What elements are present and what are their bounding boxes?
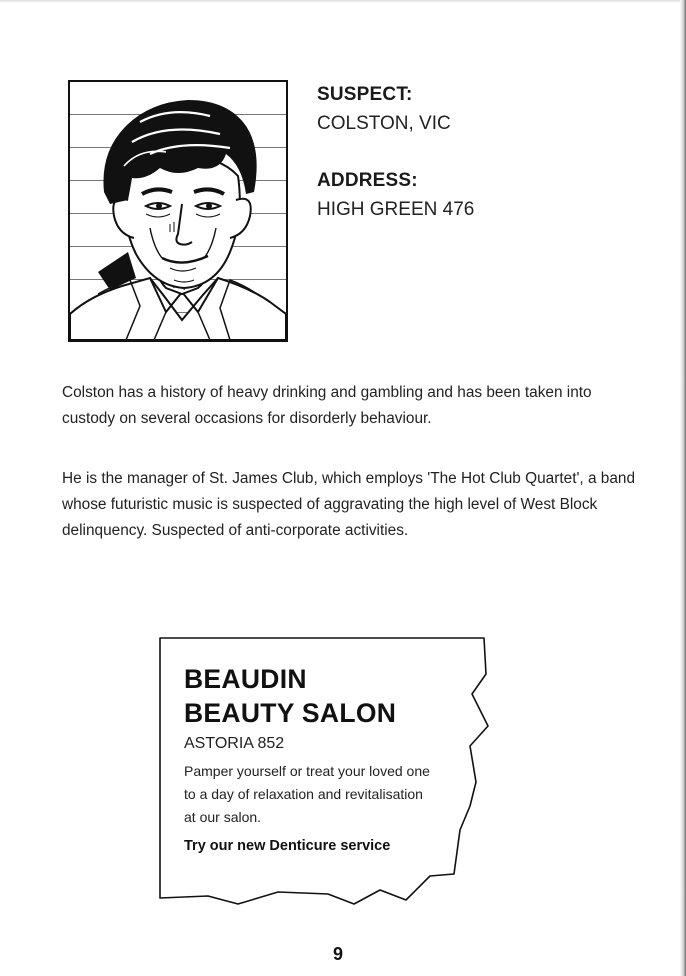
ad-call-to-action: Try our new Denticure service [184,838,391,854]
address-value: HIGH GREEN 476 [317,199,475,220]
ad-title-line-2: BEAUTY SALON [184,698,397,728]
suspect-mugshot [68,80,288,342]
bio-paragraph-2: He is the manager of St. James Club, which employs 'The Hot Club Quartet', a band whose futuristic music is suspected of aggravating the high level of West Block delinquency. Suspected of anti-corporate activities. [62,470,636,539]
salon-advertisement [158,634,490,916]
suspect-portrait-drawing [70,82,286,340]
suspect-name: COLSTON, VIC [317,113,451,134]
ad-phone: ASTORIA 852 [184,735,285,752]
ad-title [184,662,396,730]
page-number: 9 [333,944,344,964]
ad-title-line-1: BEAUDIN [184,664,307,694]
bio-paragraph-1: Colston has a history of heavy drinking and gambling and has been taken into custody on several occasions for disorderly behaviour. [62,384,592,427]
ad-body: Pamper yourself or treat your loved one to a day of relaxation and revitalisation at our salon. [184,763,430,825]
address-label: ADDRESS: [317,170,418,191]
suspect-label: SUSPECT: [317,84,413,105]
page-top-edge [0,0,686,3]
page-right-edge [680,0,686,976]
